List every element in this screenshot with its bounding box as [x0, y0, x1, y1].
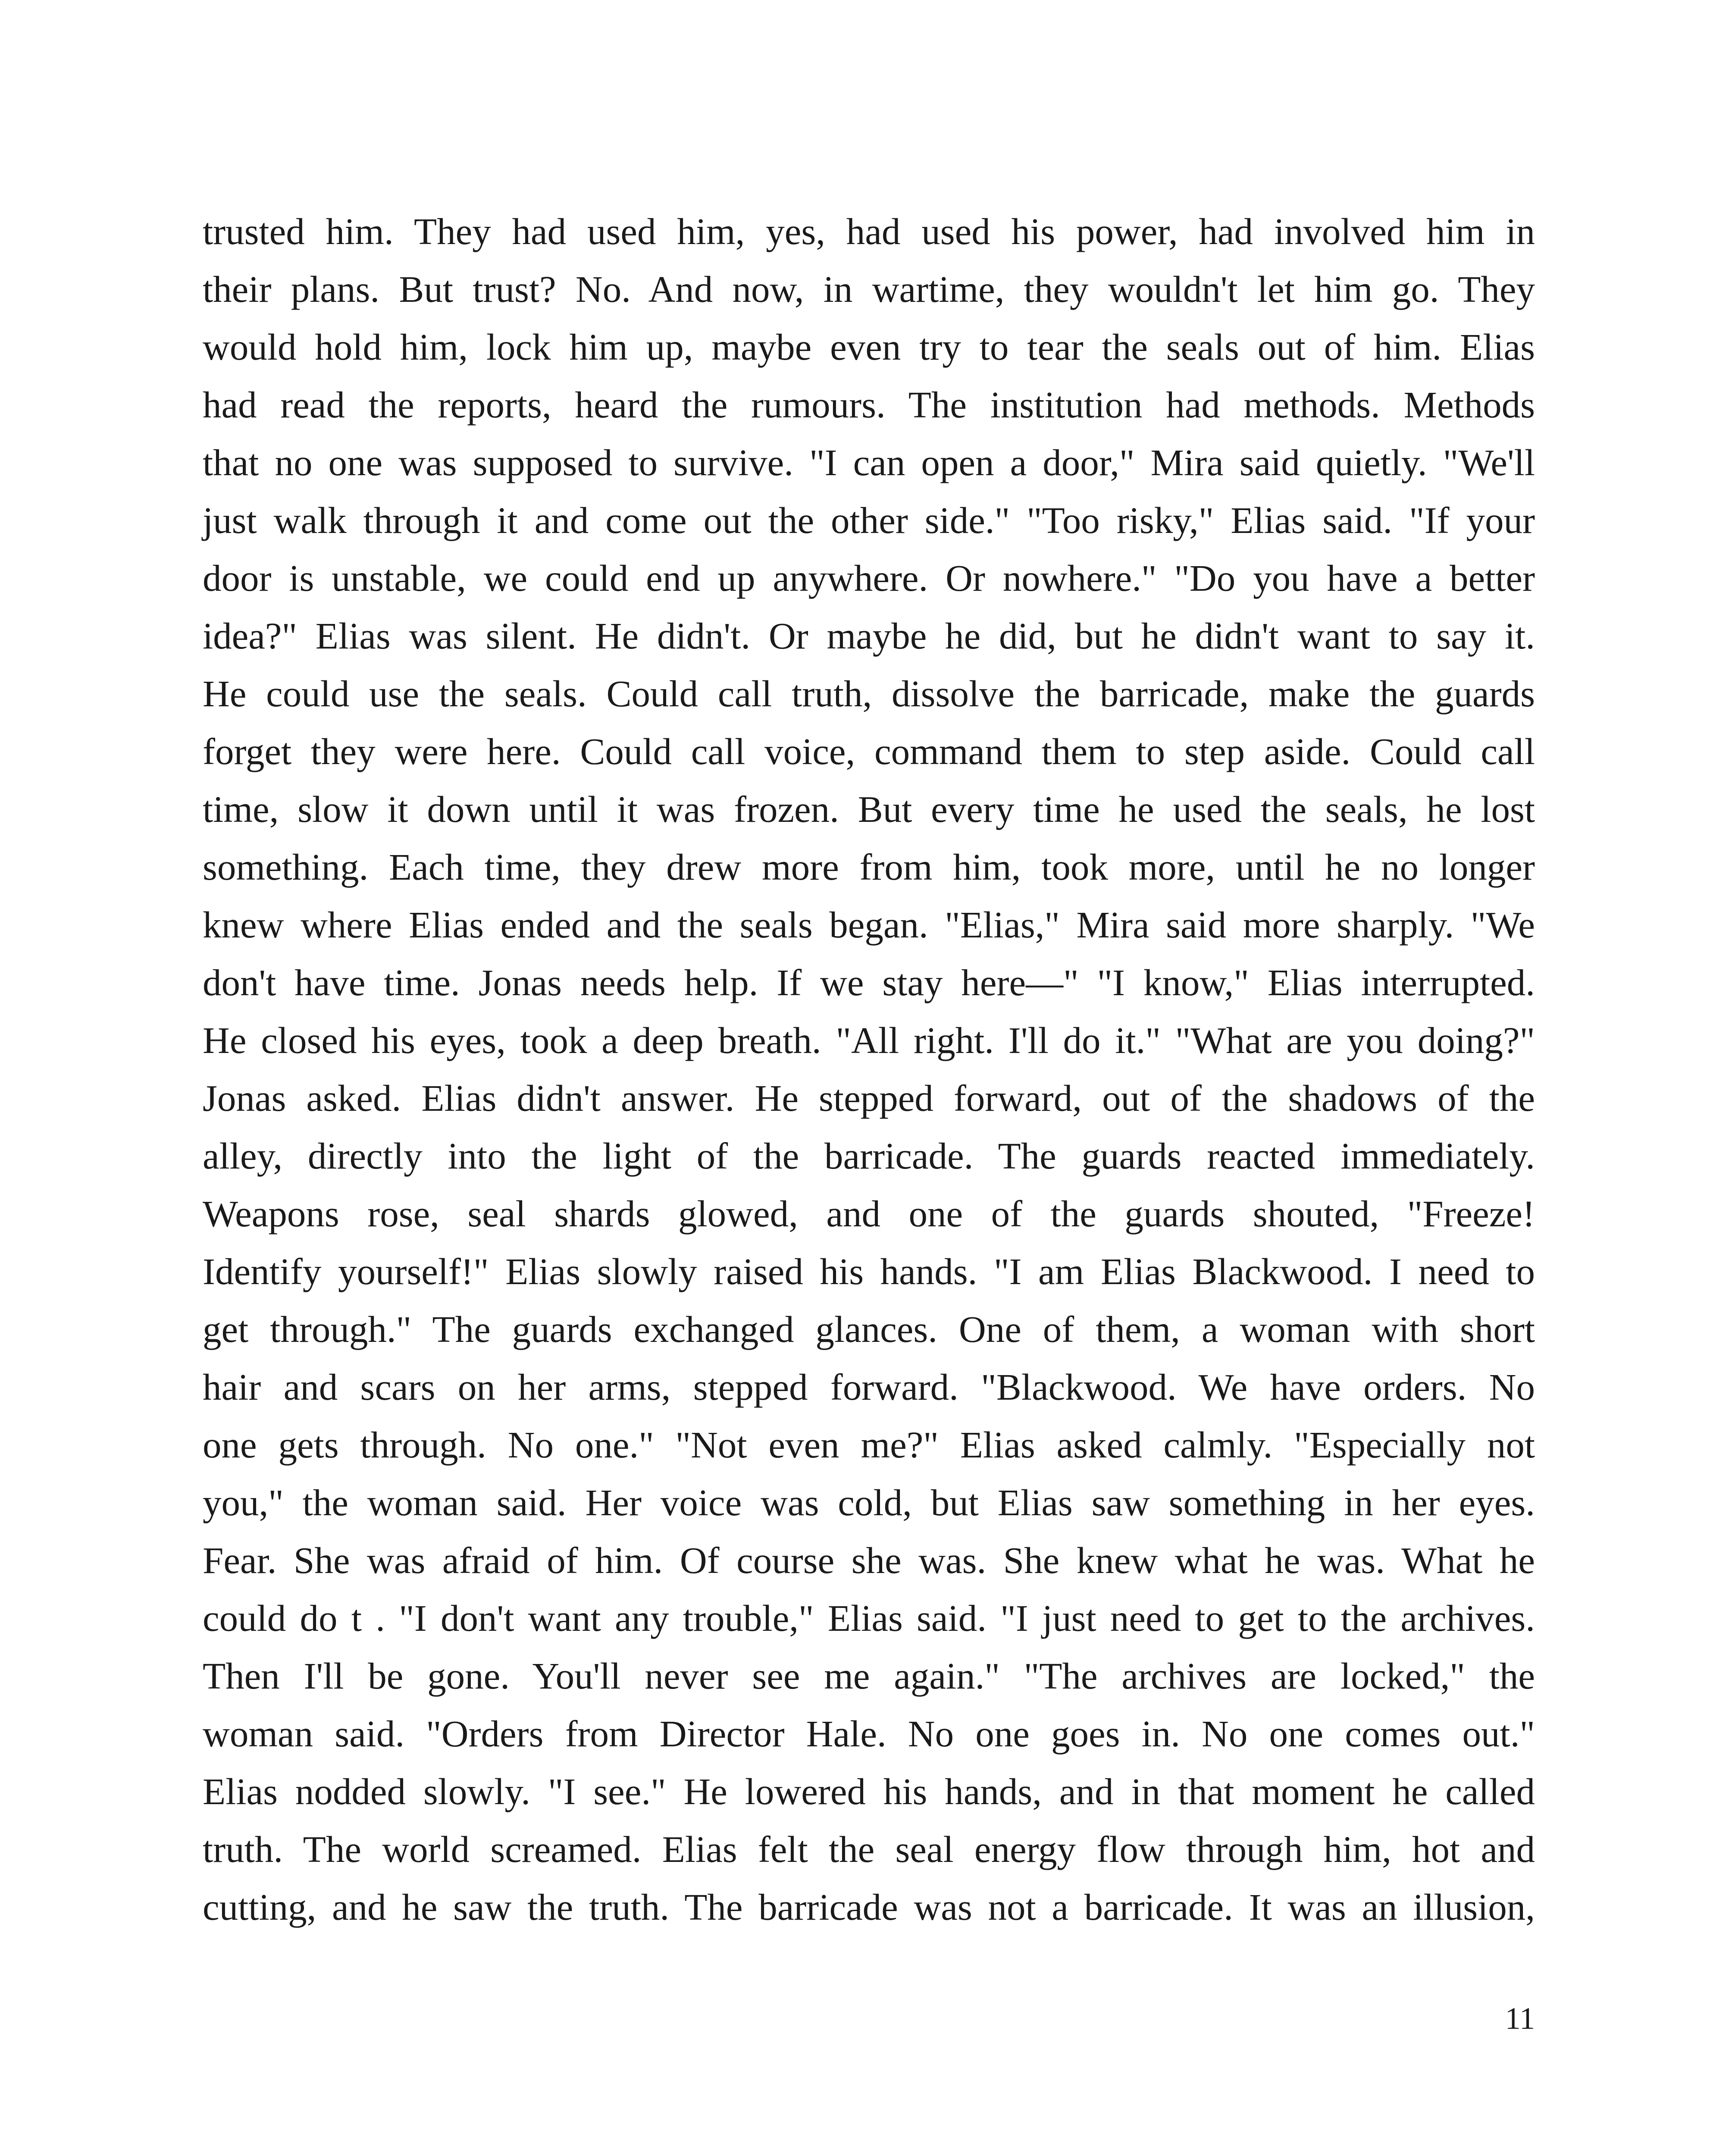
text-line: alley, directly into the light of the barricade. The guards reacted immediately. — [203, 1135, 1535, 1177]
text-line: had read the reports, heard the rumours. The institution had methods. Methods — [203, 384, 1535, 426]
text-line: one gets through. No one." "Not even me?" Elias asked calmly. "Especially not — [203, 1424, 1535, 1466]
page-number: 11 — [1505, 2001, 1535, 2036]
text-line: truth. The world screamed. Elias felt the seal energy flow through him, hot and — [203, 1828, 1535, 1870]
text-line: Elias nodded slowly. "I see." He lowered his hands, and in that moment he called — [203, 1771, 1535, 1812]
text-line: that no one was supposed to survive. "I can open a door," Mira said quietly. "We'll — [203, 442, 1535, 483]
text-line: you," the woman said. Her voice was cold, but Elias saw something in her eyes. — [203, 1482, 1535, 1523]
text-line: He closed his eyes, took a deep breath. "All right. I'll do it." "What are you doing?" — [203, 1019, 1535, 1061]
text-line: forget they were here. Could call voice, command them to step aside. Could call — [203, 730, 1535, 772]
text-line: door is unstable, we could end up anywhere. Or nowhere." "Do you have a better — [203, 557, 1535, 599]
text-line: Identify yourself!" Elias slowly raised his hands. "I am Elias Blackwood. I need to — [203, 1250, 1535, 1292]
text-line: would hold him, lock him up, maybe even try to tear the seals out of him. Elias — [203, 326, 1535, 368]
text-line: something. Each time, they drew more from him, took more, until he no longer — [203, 846, 1535, 888]
text-line: hair and scars on her arms, stepped forward. "Blackwood. We have orders. No — [203, 1366, 1535, 1408]
text-line: trusted him. They had used him, yes, had used his power, had involved him in — [203, 210, 1535, 252]
text-line: cutting, and he saw the truth. The barricade was not a barricade. It was an illusion, — [203, 1886, 1535, 1928]
text-line: their plans. But trust? No. And now, in wartime, they wouldn't let him go. They — [203, 268, 1535, 310]
text-line: idea?" Elias was silent. He didn't. Or maybe he did, but he didn't want to say it. — [203, 615, 1535, 657]
text-line: get through." The guards exchanged glances. One of them, a woman with short — [203, 1308, 1535, 1350]
text-line: could do t . "I don't want any trouble," Elias said. "I just need to get to the archives. — [203, 1597, 1535, 1639]
text-line: just walk through it and come out the other side." "Too risky," Elias said. "If your — [203, 499, 1535, 541]
text-line: time, slow it down until it was frozen. But every time he used the seals, he lost — [203, 788, 1535, 830]
text-line: woman said. "Orders from Director Hale. No one goes in. No one comes out." — [203, 1713, 1535, 1755]
text-line: Fear. She was afraid of him. Of course she was. She knew what he was. What he — [203, 1539, 1535, 1581]
text-line: don't have time. Jonas needs help. If we stay here—" "I know," Elias interrupted. — [203, 962, 1535, 1003]
text-line: He could use the seals. Could call truth, dissolve the barricade, make the guards — [203, 673, 1535, 714]
text-line: knew where Elias ended and the seals began. "Elias," Mira said more sharply. "We — [203, 904, 1535, 946]
text-line: Weapons rose, seal shards glowed, and one of the guards shouted, "Freeze! — [203, 1193, 1535, 1235]
text-line: Jonas asked. Elias didn't answer. He stepped forward, out of the shadows of the — [203, 1077, 1535, 1119]
text-line: Then I'll be gone. You'll never see me again." "The archives are locked," the — [203, 1655, 1535, 1697]
body-text — [203, 203, 1535, 1936]
